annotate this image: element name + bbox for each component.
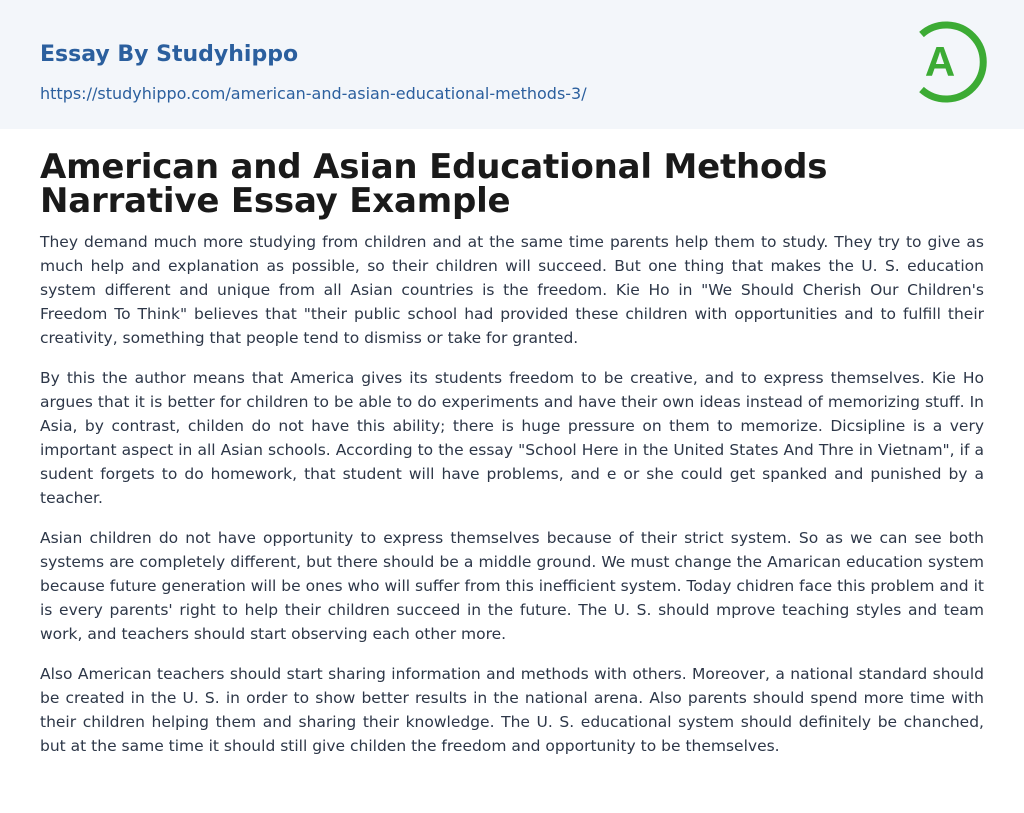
- article-paragraph: Also American teachers should start sharing information and methods with others. Moreover, a national standard should be created in the U. S. in order to show better results in the national arena. Also parents should spend more time with their children helping them and sharing their knowledge. The U. S. educational system should definitely be chanched, but at the same time it should still give childen the freedom and opportunity to be themselves.: [40, 665, 984, 755]
- article-paragraph: They demand much more studying from children and at the same time parents help them to study. They try to give as much help and explanation as possible, so their children will succeed. But one thing that makes the U. S. education system different and unique from all Asian countries is the freedom. Kie Ho in "We Should Cherish Our Children's Freedom To Think" believes that "their public school had provided these children with opportunities and to fulfill their creativity, something that people tend to dismiss or take for granted.: [40, 233, 984, 347]
- article-url-link[interactable]: https://studyhippo.com/american-and-asian-educational-methods-3/: [40, 84, 587, 103]
- studyhippo-logo-icon[interactable]: [912, 18, 988, 106]
- article-title: American and Asian Educational Methods Narrative Essay Example: [40, 147, 828, 221]
- site-brand[interactable]: Essay By Studyhippo: [40, 42, 299, 67]
- article-paragraph: By this the author means that America gives its students freedom to be creative, and to express themselves. Kie Ho argues that it is better for children to be able to do experiments and have their own ideas instead of memorizing stuff. In Asia, by contrast, childen do not have this ability; there is huge pressure on them to memorize. Dicsipline is a very important aspect in all Asian schools. According to the essay "School Here in the United States And Thre in Vietnam", if a sudent forgets to do homework, that student will have problems, and e or she could get spanked and punished by a teacher.: [40, 369, 984, 507]
- site-header: [0, 0, 1024, 129]
- article: [40, 147, 984, 774]
- logo-letter: A: [924, 38, 956, 85]
- article-paragraph: Asian children do not have opportunity to express themselves because of their strict system. So as we can see both systems are completely different, but there should be a middle ground. We must change the Amarican education system because future generation will be ones who will suffer from this inefficient system. Today chidren face this problem and it is every parents' right to help their children succeed in the future. The U. S. should mprove teaching styles and team work, and teachers should start observing each other more.: [40, 529, 984, 643]
